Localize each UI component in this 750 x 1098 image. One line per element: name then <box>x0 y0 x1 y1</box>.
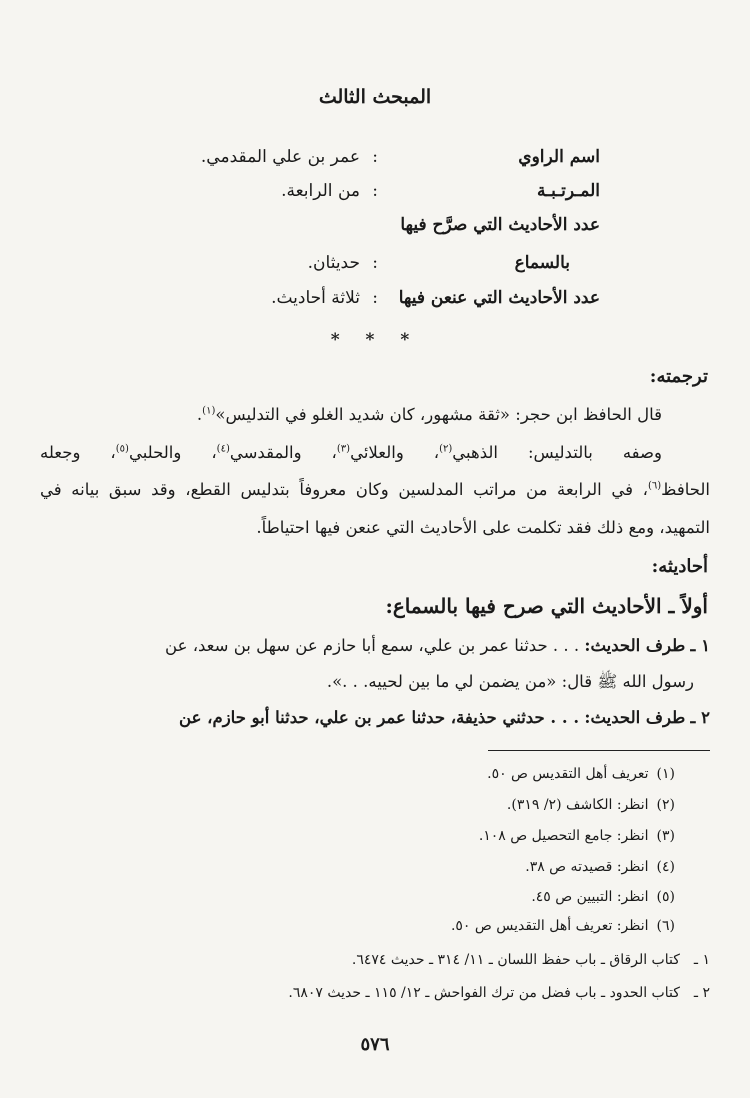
count-heard-label-2: بالسماع <box>514 253 570 273</box>
footnote-ref-6[interactable]: (٦) <box>647 480 662 492</box>
hadith-1-line-2: رسول الله ﷺ قال: «من يضمن لي ما بين لحييه. . .». <box>326 672 694 691</box>
count-anan-value: ثلاثة أحاديث. <box>271 288 360 308</box>
page-number: ٥٧٦ <box>360 1034 390 1055</box>
biography-heading: ترجمته: <box>649 366 708 387</box>
first-section-heading: أولاً ـ الأحاديث التي صرح فيها بالسماع: <box>385 594 708 618</box>
footnote-ref-5[interactable]: (٥) <box>115 443 129 455</box>
biography-line-3: الحافظ$^{(٦)}$، في الرابعة من مراتب المدلسين وكان معروفاً بتدليس القطع، وقد سبق بيانه في <box>40 480 710 499</box>
rank-value: من الرابعة. <box>281 181 360 201</box>
reference-1: ١ ـكتاب الرقاق ـ باب حفظ اللسان ـ ١١/ ٣١٤ ـ حديث ٦٤٧٤. <box>351 952 710 968</box>
biography-line-2: وصفه بالتدليس: الذهبي$^{(٢)}$، والعلائي$^{(٣)}$، والمقدسي$^{(٤)}$، والحلبي$^{(٥)}$، وجعله <box>40 443 662 462</box>
separator-stars: * * * <box>330 330 420 350</box>
footnote-2: (٢)انظر: الكاشف (٢/ ٣١٩). <box>506 797 675 813</box>
footnote-3: (٣)انظر: جامع التحصيل ص ١٠٨. <box>478 828 675 844</box>
hadiths-heading: أحاديثه: <box>651 556 708 577</box>
count-anan-label: عدد الأحاديث التي عنعن فيها <box>398 288 600 308</box>
hadith-1-number[interactable]: ١ ـ <box>690 636 710 655</box>
footnote-ref-4[interactable]: (٤) <box>216 443 230 455</box>
footnote-1: (١)تعريف أهل التقديس ص ٥٠. <box>487 766 675 782</box>
biography-line-1: قال الحافظ ابن حجر: «ثقة مشهور، كان شديد الغلو في التدليس»$^{(١)}$. <box>196 405 662 424</box>
footnote-ref-2[interactable]: (٢) <box>439 443 453 455</box>
name-colon: : <box>372 147 378 167</box>
footnote-4: (٤)انظر: قصيدته ص ٣٨. <box>525 859 675 875</box>
section-title: المبحث الثالث <box>318 86 432 108</box>
rank-label: المـرتـبـة <box>536 181 600 201</box>
count-anan-colon: : <box>372 288 378 308</box>
hadith-1-line-1: ١ ـ طرف الحديث: . . . حدثنا عمر بن علي، سمع أبا حازم عن سهل بن سعد، عن <box>165 636 710 655</box>
name-label: اسم الراوي <box>518 147 600 167</box>
biography-line-4: التمهيد، ومع ذلك فقد تكلمت على الأحاديث التي عنعن فيها احتياطاً. <box>256 518 710 537</box>
footnote-divider <box>488 750 710 751</box>
rank-colon: : <box>372 181 378 201</box>
hadith-2-line-1: ٢ ـ طرف الحديث: . . . حدثني حذيفة، حدثنا عمر بن علي، حدثنا أبو حازم، عن <box>179 708 710 727</box>
count-heard-colon: : <box>372 253 378 273</box>
footnote-6: (٦)انظر: تعريف أهل التقديس ص ٥٠. <box>450 918 675 934</box>
footnote-ref-3[interactable]: (٣) <box>336 443 351 455</box>
name-value: عمر بن علي المقدمي. <box>200 147 360 167</box>
count-heard-value: حديثان. <box>307 253 360 273</box>
reference-2: ٢ ـكتاب الحدود ـ باب فضل من ترك الفواحش ـ ١٢/ ١١٥ ـ حديث ٦٨٠٧. <box>288 985 710 1001</box>
footnote-ref-1[interactable]: (١) <box>202 405 216 417</box>
footnote-5: (٥)انظر: التبيين ص ٤٥. <box>531 889 675 905</box>
count-heard-label-1: عدد الأحاديث التي صرَّح فيها <box>400 215 600 235</box>
hadith-2-number[interactable]: ٢ ـ <box>690 708 710 727</box>
